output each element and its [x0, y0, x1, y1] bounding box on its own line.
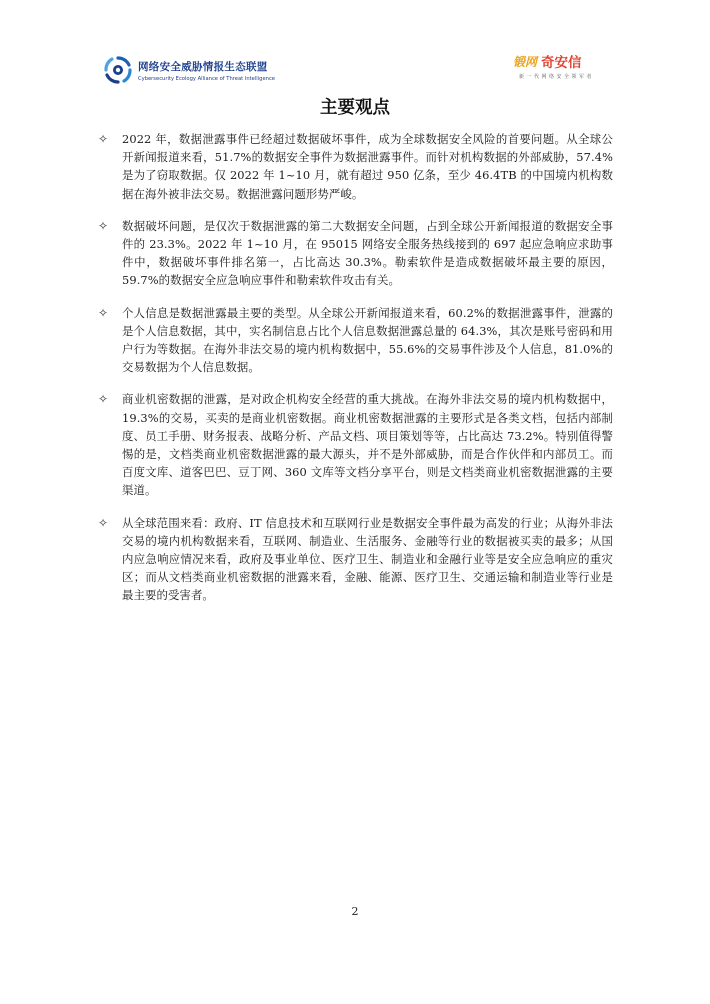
brand-name: 奇安信 — [541, 55, 582, 71]
page-number: 2 — [351, 905, 359, 918]
point-text: 数据破坏问题，是仅次于数据泄露的第二大数据安全问题，占到全球公开新闻报道的数据安全事件的 23.3%。2022 年 1~10 月，在 95015 网络安全服务热线接到的 697 起应急响应求助事件中，数据破坏事件排名第一，占比高达 30.3%。勒索软件是造成数据破坏最主要的原因，59.7%的数据安全应急响应事件和勒索软件攻击有关。 — [122, 218, 613, 288]
diamond-bullet-icon: ✧ — [98, 392, 109, 407]
key-points-list — [98, 130, 613, 619]
list-item — [98, 514, 613, 605]
alliance-name-cn: 网络安全威胁情报生态联盟 — [138, 60, 268, 73]
point-text: 2022 年，数据泄露事件已经超过数据破坏事件，成为全球数据安全风险的首要问题。从全球公开新闻报道来看，51.7%的数据安全事件为数据泄露事件。而针对机构数据的外部威胁，57.4%是为了窃取数据。仅 2022 年 1~10 月，就有超过 950 亿条，至少 46.4TB 的中国境内机构数据在海外被非法交易。数据泄露问题形势严峻。 — [122, 132, 613, 201]
page-header — [0, 0, 710, 100]
diamond-bullet-icon: ✧ — [98, 515, 109, 530]
point-text: 商业机密数据的泄露，是对政企机构安全经营的重大挑战。在海外非法交易的境内机构数据中，19.3%的交易，买卖的是商业机密数据。商业机密数据泄露的主要形式是各类文档，包括内部制度、员工手册、财务报表、战略分析、产品文档、项目策划等等，占比高达 73.2%。特别值得警惕的是，文档类商业机密数据泄露的最大源头，并不是外部威胁，而是合作伙伴和内部员工。而百度文库、道客巴巴、豆丁网、360 文库等文档分享平台，则是文档类商业机密数据泄露的主要渠道。 — [122, 392, 613, 498]
brand-tagline: 新一代网络安全领军者 — [519, 74, 595, 80]
list-item — [98, 217, 613, 290]
alliance-logo — [103, 55, 275, 85]
qianxin-logo-icon: 锻网 — [513, 54, 538, 69]
point-text: 从全球范围来看：政府、IT 信息技术和互联网行业是数据安全事件最为高发的行业；从海外非法交易的境内机构数据来看，互联网、制造业、生活服务、金融等行业的数据被买卖的最多；从国内应急响应情况来看，政府及事业单位、医疗卫生、制造业和金融行业等是安全应急响应的重灾区；而从文档类商业机密数据的泄露来看，金融、能源、医疗卫生、交通运输和制造业等行业是最主要的受害者。 — [122, 515, 613, 603]
diamond-bullet-icon: ✧ — [98, 218, 109, 233]
diamond-bullet-icon: ✧ — [98, 132, 109, 146]
page-title: 主要观点 — [320, 98, 390, 118]
alliance-logo-icon — [103, 55, 133, 85]
point-text: 个人信息是数据泄露最主要的类型。从全球公开新闻报道来看，60.2%的数据泄露事件，泄露的是个人信息数据，其中，实名制信息占比个人信息数据泄露总量的 64.3%，其次是账号密码和用户行为等数据。在海外非法交易的境内机构数据中，55.6%的交易事件涉及个人信息，81.0%的交易数据为个人信息数据。 — [122, 305, 613, 375]
list-item — [98, 304, 613, 377]
list-item — [98, 130, 613, 203]
alliance-name-en: Cybersecurity Ecology Alliance of Threat Intelligence — [138, 75, 275, 82]
diamond-bullet-icon: ✧ — [98, 305, 109, 320]
qianxin-logo — [513, 52, 611, 86]
list-item — [98, 390, 613, 499]
